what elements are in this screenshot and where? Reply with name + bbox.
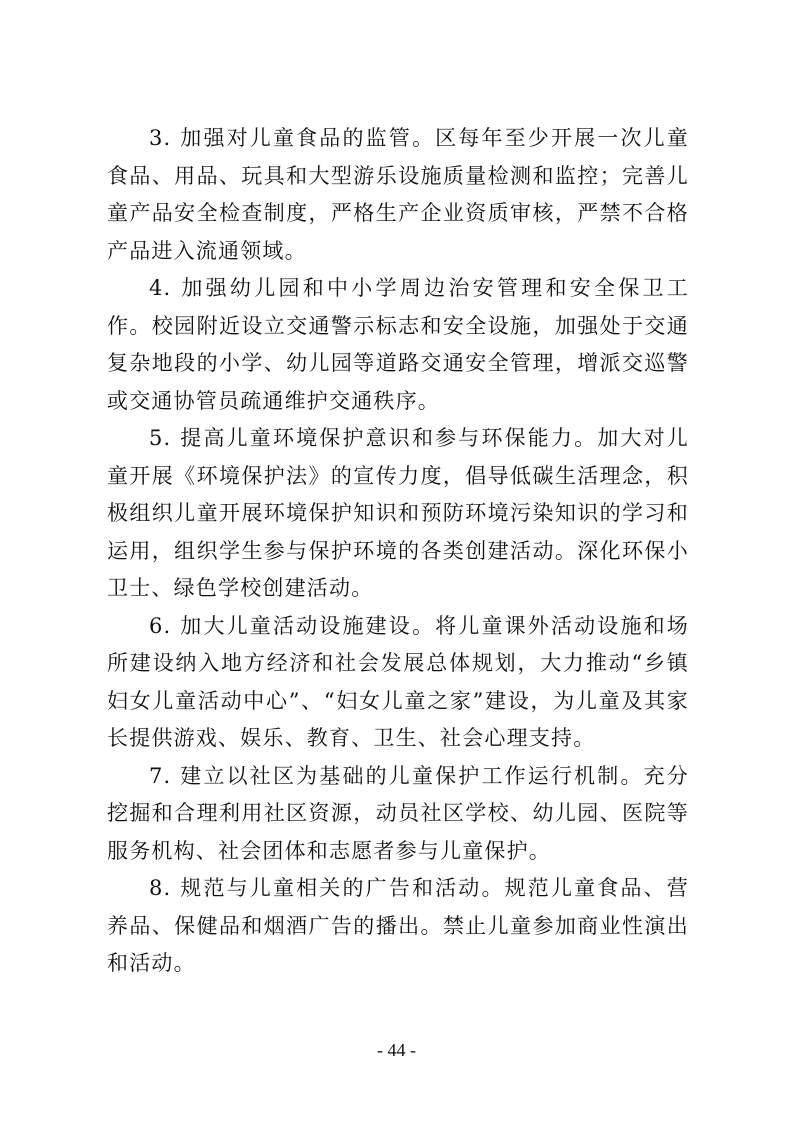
paragraph-item-5: 5. 提高儿童环境保护意识和参与环保能力。加大对儿童开展《环境保护法》的宣传力度，倡导低碳生活理念，积极组织儿童开展环境保护知识和预防环境污染知识的学习和运用，组织学生参与保护环境的各类创建活动。深化环保小卫士、绿色学校创建活动。 xyxy=(107,426,689,600)
paragraph-item-6: 6. 加大儿童活动设施建设。将儿童课外活动设施和场所建设纳入地方经济和社会发展总体规划，大力推动“乡镇妇女儿童活动中心”、“妇女儿童之家”建设，为儿童及其家长提供游戏、娱乐、教育、卫生、社会心理支持。 xyxy=(107,613,689,750)
paragraph-item-7: 7. 建立以社区为基础的儿童保护工作运行机制。充分挖掘和合理利用社区资源，动员社区学校、幼儿园、医院等服务机构、社会团体和志愿者参与儿童保护。 xyxy=(107,763,689,863)
paragraph-item-3: 3. 加强对儿童食品的监管。区每年至少开展一次儿童食品、用品、玩具和大型游乐设施质量检测和监控；完善儿童产品安全检查制度，严格生产企业资质审核，严禁不合格产品进入流通领域。 xyxy=(107,126,689,263)
paragraph-item-4: 4. 加强幼儿园和中小学周边治安管理和安全保卫工作。校园附近设立交通警示标志和安全设施，加强处于交通复杂地段的小学、幼儿园等道路交通安全管理，增派交巡警或交通协管员疏通维护交通秩序。 xyxy=(107,276,689,413)
paragraph-item-8: 8. 规范与儿童相关的广告和活动。规范儿童食品、营养品、保健品和烟酒广告的播出。禁止儿童参加商业性演出和活动。 xyxy=(107,876,689,975)
page-number: - 44 - xyxy=(377,1040,416,1060)
document-body xyxy=(107,120,689,983)
